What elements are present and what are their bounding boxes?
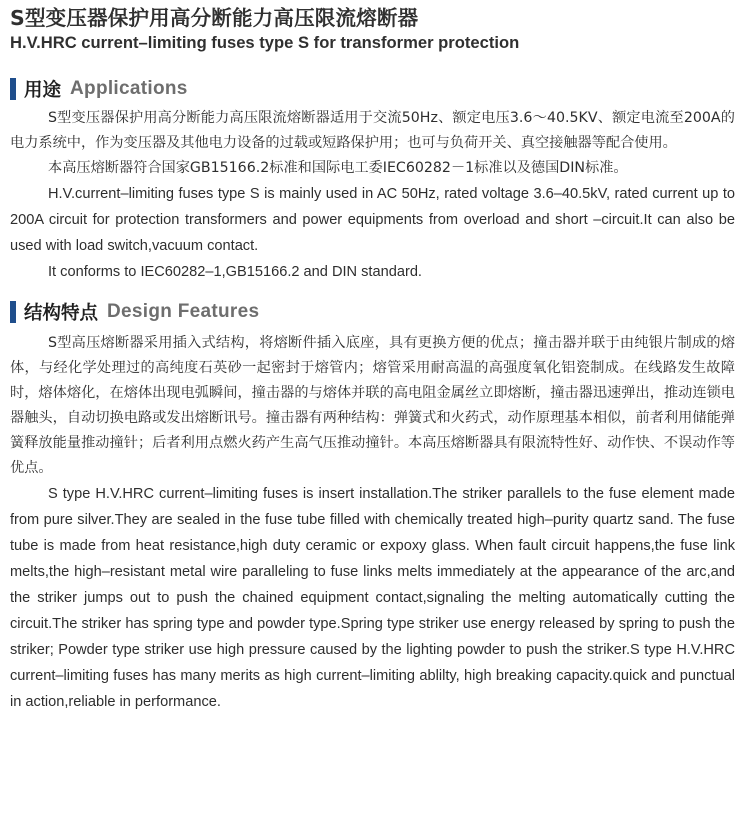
applications-body — [10, 106, 735, 285]
design-paragraph-cn: S型高压熔断器采用插入式结构，将熔断件插入底座，具有更换方便的优点；撞击器并联于由纯银片制成的熔体，与经化学处理过的高纯度石英砂一起密封于熔管内；熔管采用耐高温的高强度氧化铝瓷制成。在线路发生故障时，熔体熔化，在熔体出现电弧瞬间，撞击器的与熔体并联的高电阻金属丝立即熔断，撞击器迅速弹出，推动连锁电器触头，自动切换电路或发出熔断讯号。撞击器有两种结构：弹簧式和火药式，动作原理基本相似，前者利用储能弹簧释放能量推动撞针；后者利用点燃火药产生高气压推动撞针。本高压熔断器具有限流特性好、动作快、不误动作等优点。 — [10, 335, 735, 476]
section-bar-icon — [10, 78, 16, 100]
applications-heading-cn: 用途 — [24, 80, 62, 101]
applications-heading-en: Applications — [70, 78, 188, 99]
applications-paragraph-en-1: H.V.current–limiting fuses type S is mainly used in AC 50Hz, rated voltage 3.6–40.5kV, rated current up to 200A circuit for protection transformers and power equipments from overload and short –circuit.It can also be used with load switch,vacuum contact. — [10, 186, 735, 254]
design-paragraph-en: S type H.V.HRC current–limiting fuses is insert installation.The striker parallels to the fuse element made from pure silver.They are sealed in the fuse tube filled with chemically treated high–purity quartz sand. The fuse tube is made from heat resistance,high duty ceramic or expoxy glass. When fault circuit happens,the fuse link melts,the high–resistant metal wire paralleling to fuse links melts immediately at the appearance of the arc,and the striker jumps out to push the chained equipment contact,signaling the melting automatically cutting the circuit.The striker has spring type and powder type.Spring type striker use energy released by spring to push the striker; Powder type striker use high pressure caused by the lighting powder to push the striker.S type H.V.HRC current–limiting fuses has many merits as high current–limiting ablilty, high breaking capacity.quick and punctual in action,reliable in performance. — [10, 486, 735, 710]
applications-paragraph-cn-2: 本高压熔断器符合国家GB15166.2标准和国际电工委IEC60282－1标准以及德国DIN标准。 — [48, 160, 628, 176]
applications-paragraph-en-2: It conforms to IEC60282–1,GB15166.2 and DIN standard. — [48, 264, 422, 280]
applications-heading — [10, 76, 735, 102]
section-bar-icon — [10, 301, 16, 323]
design-heading — [10, 299, 735, 325]
design-heading-en: Design Features — [107, 301, 260, 322]
title-english: H.V.HRC current–limiting fuses type S for transformer protection — [10, 33, 520, 52]
design-body — [10, 331, 735, 715]
design-heading-cn: 结构特点 — [24, 303, 99, 324]
title-chinese: S型变压器保护用高分断能力高压限流熔断器 — [10, 6, 419, 30]
applications-paragraph-cn-1: S型变压器保护用高分断能力高压限流熔断器适用于交流50Hz、额定电压3.6～40.5KV、额定电流至200A的电力系统中，作为变压器及其他电力设备的过载或短路保护用；也可与负荷开关、真空接触器等配合使用。 — [10, 110, 735, 151]
